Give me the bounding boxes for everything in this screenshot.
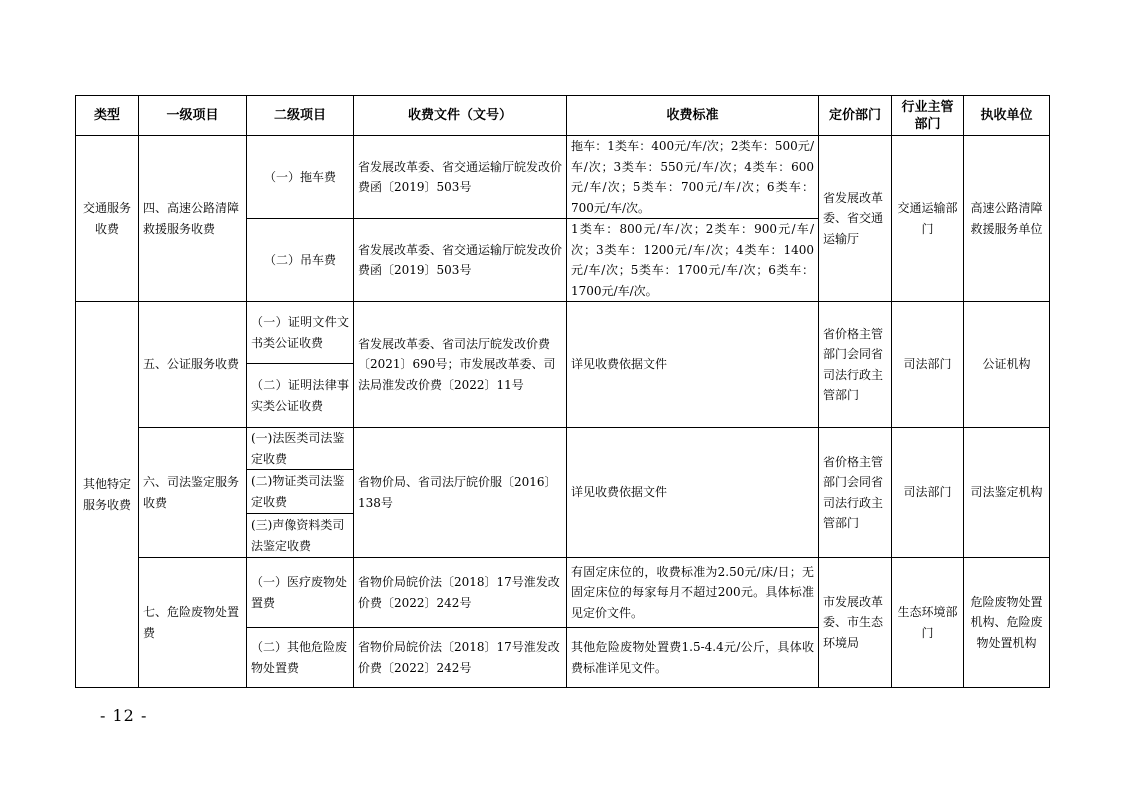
- level2-cell: （二）证明法律事实类公证收费: [247, 364, 354, 428]
- authority-cell: 生态环境部门: [892, 558, 964, 688]
- header-standard: 收费标准: [567, 96, 819, 136]
- level1-cell: 四、高速公路清障救援服务收费: [139, 136, 247, 302]
- level2-cell: (三)声像资料类司法鉴定收费: [247, 514, 354, 558]
- level2-cell: （一）拖车费: [247, 136, 354, 219]
- collector-cell: 高速公路清障救援服务单位: [964, 136, 1050, 302]
- level1-cell: 六、司法鉴定服务收费: [139, 428, 247, 558]
- collector-cell: 司法鉴定机构: [964, 428, 1050, 558]
- page-number: - 12 -: [100, 706, 148, 725]
- table-row: [76, 302, 1050, 364]
- header-row: [76, 96, 1050, 136]
- level1-cell: 五、公证服务收费: [139, 302, 247, 428]
- standard-cell: 详见收费依据文件: [567, 302, 819, 428]
- table-row: [76, 428, 1050, 470]
- header-type: 类型: [76, 96, 139, 136]
- level1-cell: 七、危险废物处置费: [139, 558, 247, 688]
- agency-cell: 省发展改革委、省交通运输厅: [819, 136, 892, 302]
- doc-cell: 省发展改革委、省交通运输厅皖发改价费函〔2019〕503号: [354, 219, 567, 302]
- standard-cell: 详见收费依据文件: [567, 428, 819, 558]
- header-agency: 定价部门: [819, 96, 892, 136]
- agency-cell: 市发展改革委、市生态环境局: [819, 558, 892, 688]
- collector-cell: 公证机构: [964, 302, 1050, 428]
- type-cell: 其他特定服务收费: [76, 302, 139, 688]
- agency-cell: 省价格主管部门会同省司法行政主管部门: [819, 428, 892, 558]
- level2-cell: （二）吊车费: [247, 219, 354, 302]
- standard-cell: 1类车：800元/车/次；2类车：900元/车/次；3类车：1200元/车/次；4类车：1400元/车/次；5类车：1700元/车/次；6类车：1700元/车/次。: [567, 219, 819, 302]
- header-level2: 二级项目: [247, 96, 354, 136]
- type-cell: 交通服务收费: [76, 136, 139, 302]
- doc-cell: 省物价局皖价法〔2018〕17号淮发改价费〔2022〕242号: [354, 628, 567, 688]
- collector-cell: 危险废物处置机构、危险废物处置机构: [964, 558, 1050, 688]
- fee-table: [75, 95, 1050, 688]
- standard-cell: 有固定床位的，收费标准为2.50元/床/日；无固定床位的每家每月不超过200元。具体标准见定价文件。: [567, 558, 819, 628]
- doc-cell: 省物价局皖价法〔2018〕17号淮发改价费〔2022〕242号: [354, 558, 567, 628]
- level2-cell: （二）其他危险废物处置费: [247, 628, 354, 688]
- standard-cell: 其他危险废物处置费1.5-4.4元/公斤，具体收费标准详见文件。: [567, 628, 819, 688]
- header-authority: 行业主管部门: [892, 96, 964, 136]
- doc-cell: 省物价局、省司法厅皖价服〔2016〕138号: [354, 428, 567, 558]
- agency-cell: 省价格主管部门会同省司法行政主管部门: [819, 302, 892, 428]
- header-level1: 一级项目: [139, 96, 247, 136]
- level2-cell: (一)法医类司法鉴定收费: [247, 428, 354, 470]
- authority-cell: 司法部门: [892, 428, 964, 558]
- table-row: [76, 136, 1050, 219]
- table-row: [76, 558, 1050, 628]
- authority-cell: 交通运输部门: [892, 136, 964, 302]
- level2-cell: （一）证明文件文书类公证收费: [247, 302, 354, 364]
- header-collector: 执收单位: [964, 96, 1050, 136]
- standard-cell: 拖车：1类车：400元/车/次；2类车：500元/车/次；3类车：550元/车/次；4类车：600元/车/次；5类车：700元/车/次；6类车：700元/车/次。: [567, 136, 819, 219]
- header-doc: 收费文件（文号）: [354, 96, 567, 136]
- doc-cell: 省发展改革委、省司法厅皖发改价费〔2021〕690号；市发展改革委、司法局淮发改价费〔2022〕11号: [354, 302, 567, 428]
- level2-cell: （一）医疗废物处置费: [247, 558, 354, 628]
- doc-cell: 省发展改革委、省交通运输厅皖发改价费函〔2019〕503号: [354, 136, 567, 219]
- level2-cell: (二)物证类司法鉴定收费: [247, 470, 354, 514]
- authority-cell: 司法部门: [892, 302, 964, 428]
